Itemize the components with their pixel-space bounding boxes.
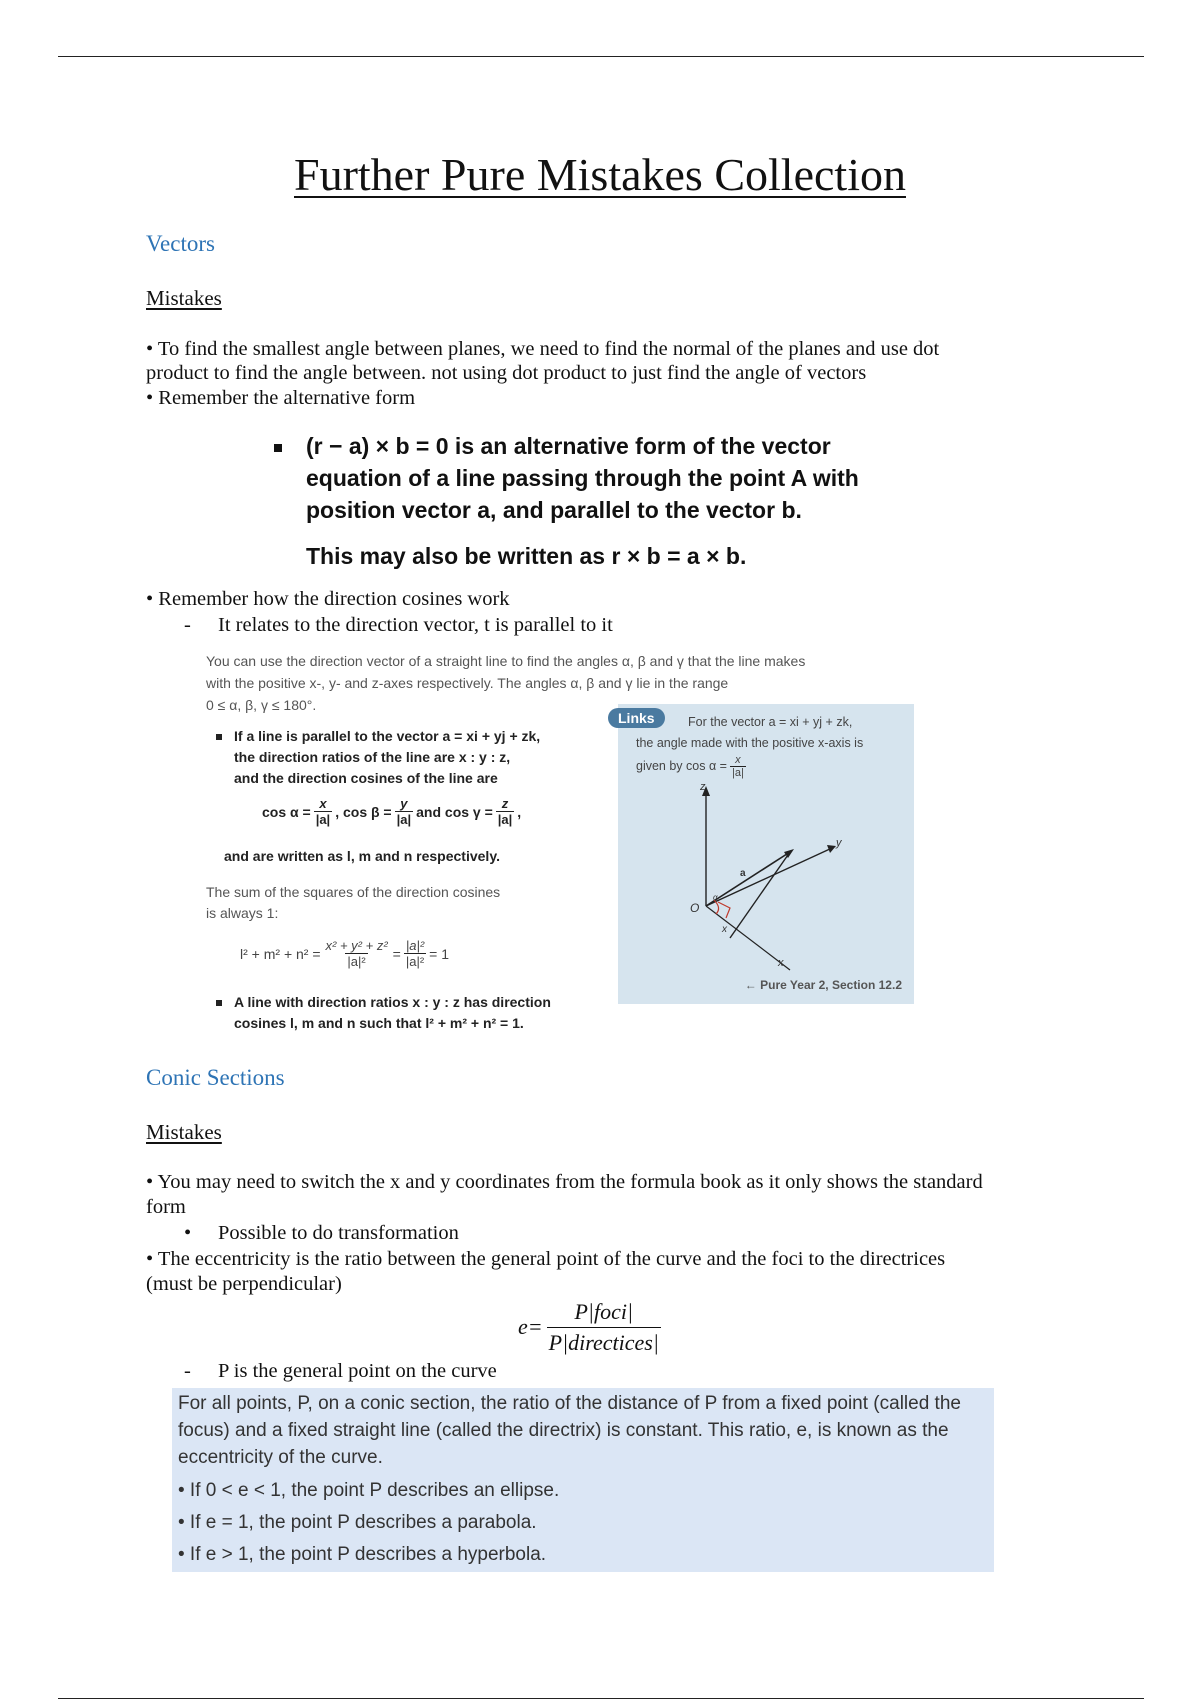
fraction-numerator: x xyxy=(735,754,741,766)
origin-label: O xyxy=(690,901,700,915)
conics-bullet-2-line-1: • The eccentricity is the ratio between the general point of the curve and the foci to the directrices xyxy=(146,1248,946,1270)
cos-alpha-label: cos α = xyxy=(262,803,311,820)
definition-line-2: focus) and a fixed straight line (called the directrix) is constant. This ratio, e, is known as the xyxy=(178,1420,949,1441)
links-line-1: For the vector a = xi + yj + zk, xyxy=(688,715,853,729)
z-axis-label: z xyxy=(700,781,706,793)
excerpt-point-1-line-4: and are written as l, m and n respectively. xyxy=(224,848,500,864)
line-direction xyxy=(706,852,790,906)
links-line-2: the angle made with the positive x-axis is xyxy=(636,736,864,750)
vectors-bullet-2: • Remember the alternative form xyxy=(146,387,416,409)
fraction-numerator: z xyxy=(501,796,509,811)
keypoint-line-2: equation of a line passing through the point A with xyxy=(306,465,859,491)
fraction-numerator: x² + y² + z² xyxy=(325,938,388,953)
direction-cosine-formula xyxy=(262,796,521,827)
conics-sub-bullet: Possible to do transformation xyxy=(218,1222,459,1244)
y-axis-label: y xyxy=(836,837,842,849)
conics-bullet-2-line-2: (must be perpendicular) xyxy=(146,1273,342,1295)
excerpt-sum-line-2: is always 1: xyxy=(206,905,279,921)
fraction-denominator: |a| xyxy=(396,812,412,827)
eccentricity-fraction xyxy=(547,1297,661,1358)
links-panel xyxy=(618,704,914,1004)
sum-fraction-1 xyxy=(324,938,390,969)
cos-alpha-fraction xyxy=(314,796,333,827)
definition-item-hyperbola: • If e > 1, the point P describes a hyperbola. xyxy=(178,1544,547,1565)
fraction-denominator: |a|² xyxy=(347,954,366,969)
excerpt-bullet-icon xyxy=(216,1000,222,1006)
links-badge: Links xyxy=(608,708,665,728)
eccentricity-lhs: e= xyxy=(518,1314,543,1339)
direction-angle-diagram xyxy=(618,774,914,974)
alternative-form-keypoint xyxy=(262,430,912,588)
excerpt-intro-line-3: 0 ≤ α, β, γ ≤ 180°. xyxy=(206,697,317,713)
definition-line-3: eccentricity of the curve. xyxy=(178,1447,383,1468)
fraction-numerator: x xyxy=(319,796,327,811)
links-text xyxy=(636,712,906,779)
excerpt-point-1-line-2: the direction ratios of the line are x : y : z, xyxy=(234,749,511,765)
x-axis-label: x xyxy=(722,924,727,935)
sum-of-squares-formula xyxy=(240,938,449,969)
fraction-numerator: |a|² xyxy=(405,938,425,953)
conics-sub-point: P is the general point on the curve xyxy=(218,1360,497,1382)
sum-rhs: = 1 xyxy=(429,945,450,962)
conics-bullet-1-line-1: • You may need to switch the x and y coordinates from the formula book as it only shows the standard xyxy=(146,1171,983,1193)
conic-sections-heading: Conic Sections xyxy=(146,1065,285,1090)
conics-mistakes-subheading: Mistakes xyxy=(146,1120,222,1144)
fraction-numerator: y xyxy=(400,796,408,811)
angle-marker xyxy=(718,902,730,918)
cos-gamma-label: and cos γ = xyxy=(416,803,493,820)
definition-item-ellipse: • If 0 < e < 1, the point P describes an ellipse. xyxy=(178,1480,560,1501)
page-title: Further Pure Mistakes Collection xyxy=(294,149,906,200)
excerpt-point-2-line-1: A line with direction ratios x : y : z has direction xyxy=(234,994,551,1010)
vectors-sub-bullet: It relates to the direction vector, t is parallel to it xyxy=(218,614,613,636)
sum-equals: = xyxy=(392,945,401,962)
excerpt-point-2-line-2: cosines l, m and n such that l² + m² + n² = 1. xyxy=(234,1015,524,1031)
conic-definition-box xyxy=(172,1388,994,1572)
cos-beta-fraction xyxy=(395,796,414,827)
keypoint-bullet-icon xyxy=(274,444,282,452)
conics-sub-marker: - xyxy=(184,1360,191,1382)
cos-beta-label: , cos β = xyxy=(335,803,392,820)
excerpt-intro-line-2: with the positive x-, y- and z-axes respectively. The angles α, β and γ lie in the range xyxy=(206,675,729,691)
sum-lhs: l² + m² + n² = xyxy=(240,945,321,962)
formula-trailing-comma: , xyxy=(517,803,522,820)
top-rule xyxy=(58,56,1144,57)
vectors-bullet-1-line-1: • To find the smallest angle between planes, we need to find the normal of the planes and use dot xyxy=(146,338,940,360)
fraction-numerator: P|foci| xyxy=(574,1298,634,1324)
cos-gamma-fraction xyxy=(496,796,515,827)
excerpt-point-1-line-3: and the direction cosines of the line are xyxy=(234,770,498,786)
vector-a-label: a xyxy=(740,868,746,879)
vectors-mistakes-subheading: Mistakes xyxy=(146,286,222,310)
fraction-denominator: |a| xyxy=(497,812,513,827)
y-axis xyxy=(706,848,832,906)
fraction-denominator: P|directices| xyxy=(547,1327,661,1358)
fraction-denominator: |a| xyxy=(315,812,331,827)
eccentricity-formula xyxy=(518,1298,664,1356)
vectors-bullet-1-line-2: product to find the angle between. not using dot product to just find the angle of vectors xyxy=(146,362,867,384)
keypoint-line-4: This may also be written as r × b = a × b. xyxy=(306,543,747,569)
vectors-sub-marker: - xyxy=(184,614,191,636)
definition-line-1: For all points, P, on a conic section, the ratio of the distance of P from a fixed point (called the xyxy=(178,1393,961,1414)
vectors-bullet-3: • Remember how the direction cosines work xyxy=(146,588,510,610)
line-segment xyxy=(730,852,790,938)
excerpt-bullet-icon xyxy=(216,734,222,740)
excerpt-intro-line-1: You can use the direction vector of a straight line to find the angles α, β and γ that the line makes xyxy=(206,653,806,669)
conics-bullet-1-line-2: form xyxy=(146,1196,186,1218)
fraction-denominator: |a|² xyxy=(405,954,425,969)
conics-sub-bullet-marker: • xyxy=(184,1222,192,1244)
keypoint-line-1: (r − a) × b = 0 is an alternative form of the vector xyxy=(306,433,831,459)
bottom-rule xyxy=(58,1698,1144,1699)
fraction-denominator: |a| xyxy=(731,767,744,779)
x-axis-label-far: x xyxy=(778,957,784,969)
links-reference: ← Pure Year 2, Section 12.2 xyxy=(744,978,902,992)
alpha-label: α xyxy=(713,893,718,902)
sum-fraction-2 xyxy=(404,938,426,969)
direction-cosines-excerpt xyxy=(190,646,930,1038)
excerpt-sum-line-1: The sum of the squares of the direction cosines xyxy=(206,884,501,900)
excerpt-point-1-line-1: If a line is parallel to the vector a = xi + yj + zk, xyxy=(234,728,541,744)
links-line-3-text: given by cos α = xyxy=(636,759,727,773)
vectors-heading: Vectors xyxy=(146,231,215,256)
definition-item-parabola: • If e = 1, the point P describes a parabola. xyxy=(178,1512,537,1533)
keypoint-line-3: position vector a, and parallel to the vector b. xyxy=(306,497,802,523)
